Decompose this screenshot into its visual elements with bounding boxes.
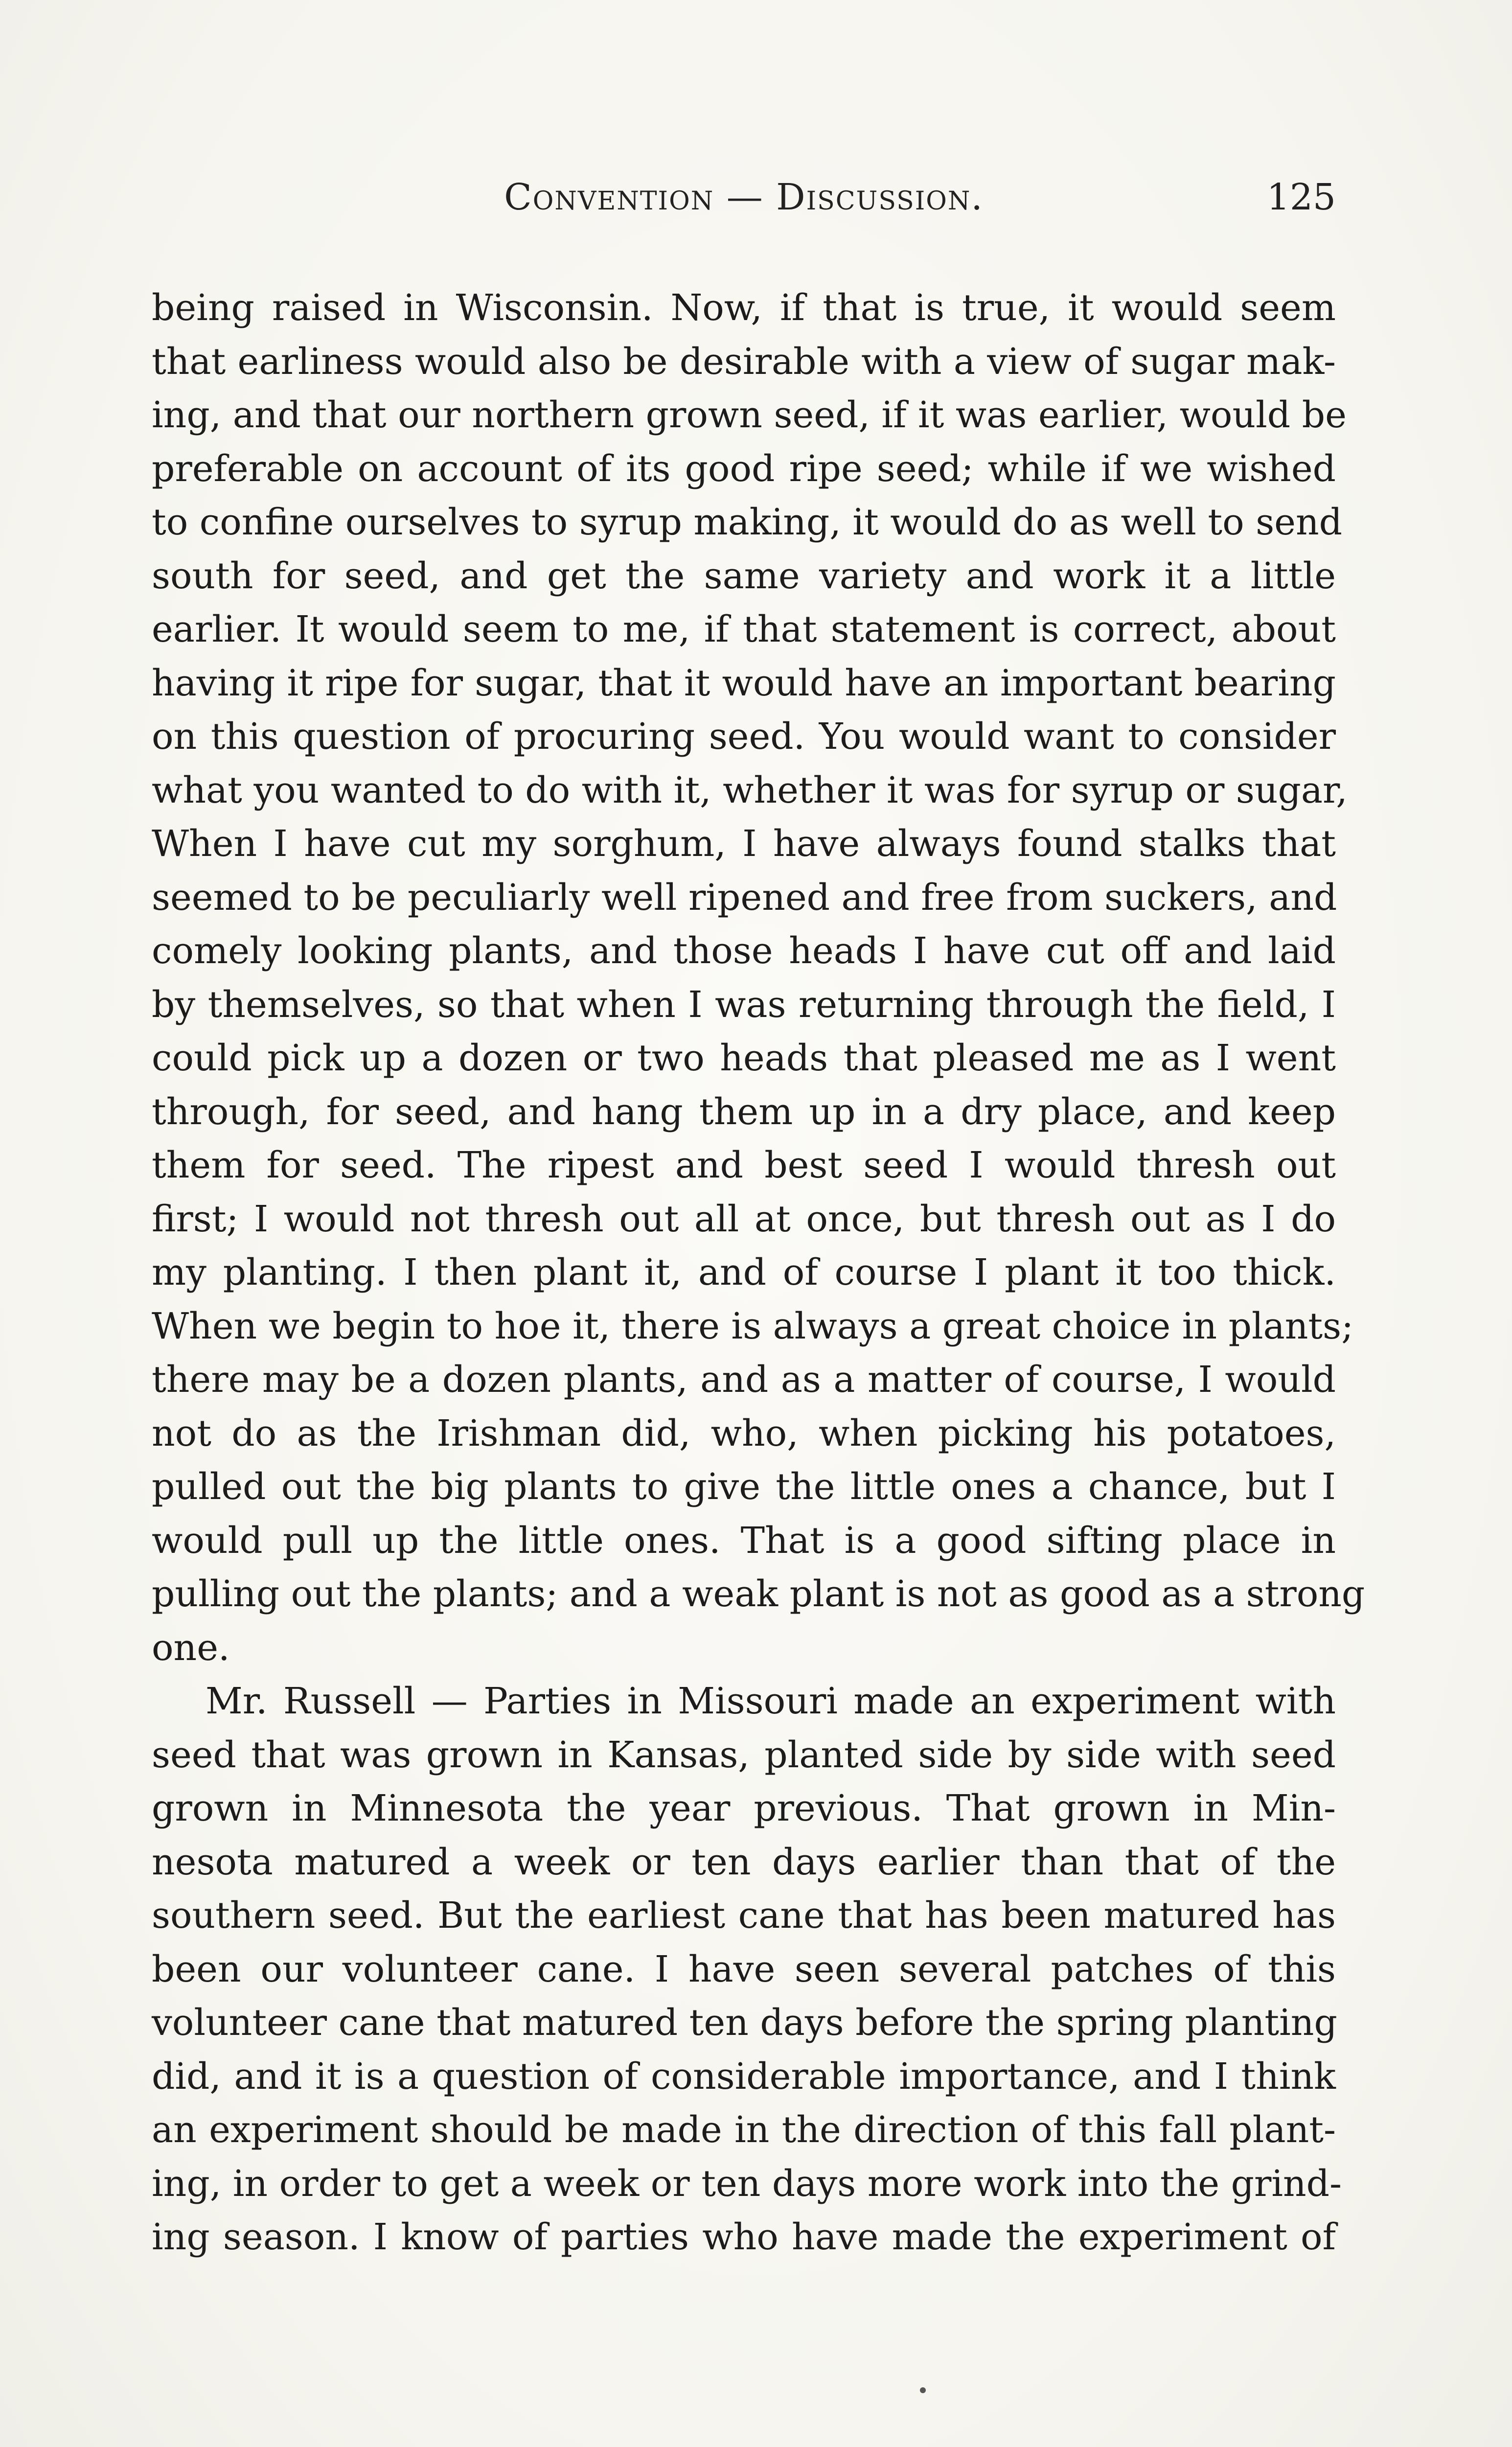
text-line: being raised in Wisconsin. Now, if that is true, it would seem [152,287,1336,329]
text-line: pulled out the big plants to give the little ones a chance, but I [152,1466,1336,1508]
text-line: first; I would not thresh out all at once, but thresh out as I do [152,1198,1336,1240]
text-line: that earliness would also be desirable with a view of sugar mak- [152,340,1336,383]
running-header [152,176,1336,235]
body-text [152,281,1365,2264]
text-line: earlier. It would seem to me, if that statement is correct, about [152,608,1336,650]
text-line: on this question of procuring seed. You would want to consider [152,716,1336,758]
text-line: what you wanted to do with it, whether it was for syrup or sugar, [152,769,1348,811]
text-line: volunteer cane that matured ten days before the spring planting [152,2002,1337,2044]
text-line: ing, in order to get a week or ten days more work into the grind- [152,2162,1342,2205]
text-line: seed that was grown in Kansas, planted side by side with seed [152,1733,1336,1776]
text-line: been our volunteer cane. I have seen several patches of this [152,1948,1336,1990]
text-line: to confine ourselves to syrup making, it would do as well to send [152,501,1343,543]
text-line: When I have cut my sorghum, I have always found stalks that [152,823,1336,865]
text-line: by themselves, so that when I was returning through the field, I [152,983,1336,1026]
text-line: would pull up the little ones. That is a good sifting place in [152,1519,1336,1562]
text-line: an experiment should be made in the direction of this fall plant- [152,2109,1336,2151]
text-line: When we begin to hoe it, there is always a great choice in plants; [152,1305,1354,1347]
text-line: not do as the Irishman did, who, when picking his potatoes, [152,1412,1336,1454]
text-line: nesota matured a week or ten days earlier than that of the [152,1841,1336,1883]
text-line: pulling out the plants; and a weak plant is not as good as a strong [152,1573,1365,1615]
text-line: having it ripe for sugar, that it would have an important bearing [152,662,1336,704]
text-line: through, for seed, and hang them up in a dry place, and keep [152,1090,1336,1133]
paragraph-end-line: one. [152,1626,230,1669]
text-line: southern seed. But the earliest cane that has been matured has [152,1894,1336,1937]
text-line: comely looking plants, and those heads I have cut off and laid [152,930,1336,972]
running-header-title: Convention — Discussion. [504,176,984,218]
text-line: ing season. I know of parties who have made the experiment of [152,2216,1336,2258]
text-line: seemed to be peculiarly well ripened and free from suckers, and [152,876,1337,919]
text-line: my planting. I then plant it, and of course I plant it too thick. [152,1251,1336,1293]
text-line: there may be a dozen plants, and as a matter of course, I would [152,1359,1336,1401]
text-line: did, and it is a question of considerable importance, and I think [152,2055,1336,2098]
text-line: ing, and that our northern grown seed, if it was earlier, would be [152,394,1347,436]
text-line: preferable on account of its good ripe seed; while if we wished [152,447,1336,490]
text-line: grown in Minnesota the year previous. That grown in Min- [152,1787,1336,1829]
printer-mark-dot [920,2387,926,2393]
text-line: south for seed, and get the same variety and work it a little [152,554,1336,597]
text-line: could pick up a dozen or two heads that pleased me as I went [152,1037,1336,1079]
page-number: 125 [1266,176,1336,218]
paragraph-start-line: Mr. Russell — Parties in Missouri made an experiment with [206,1680,1336,1722]
text-line: them for seed. The ripest and best seed I would thresh out [152,1144,1336,1186]
